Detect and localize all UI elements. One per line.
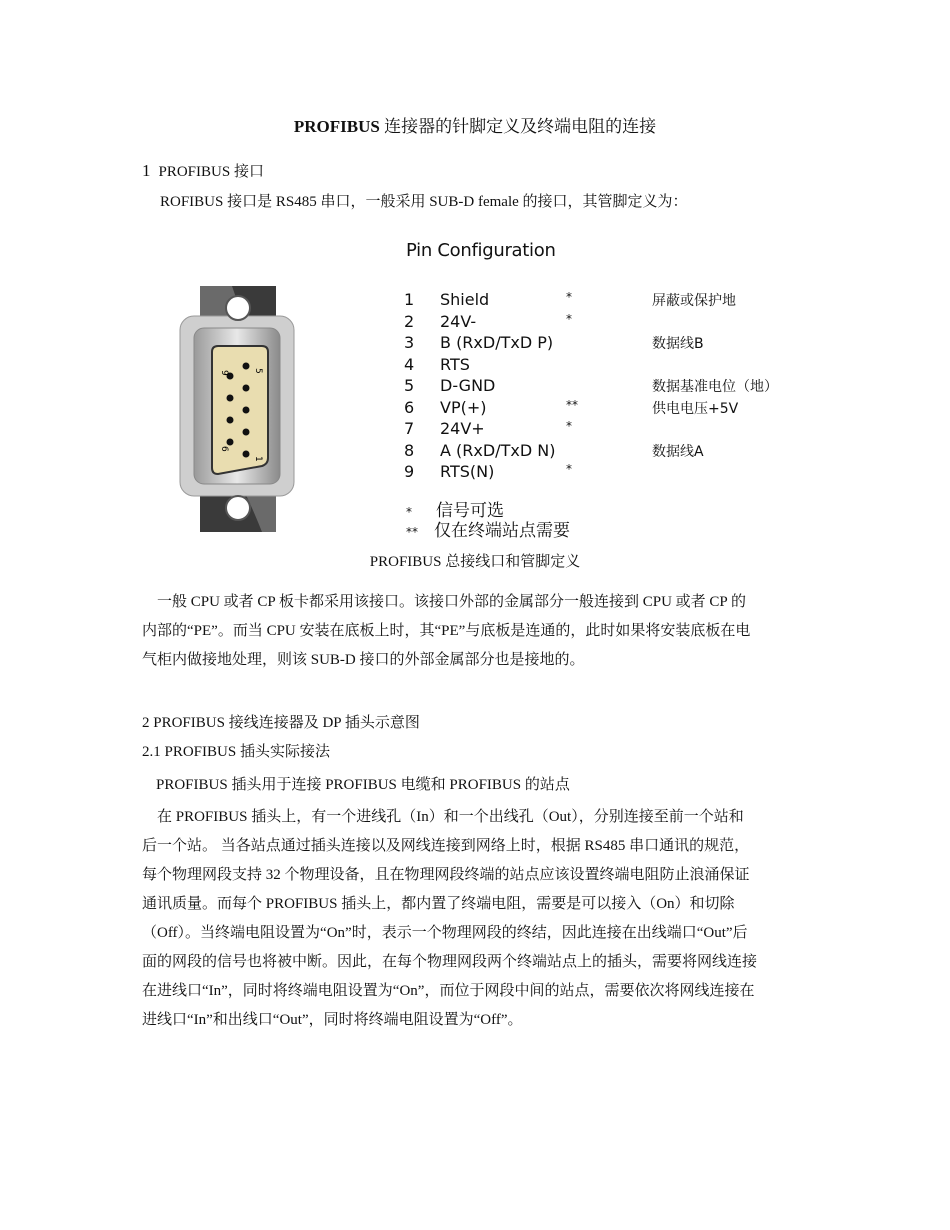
- pin-optional-mark: **: [566, 397, 578, 412]
- pin-note: 屏蔽或保护地: [652, 293, 736, 309]
- pin-signal-name: 24V+: [440, 419, 485, 438]
- pin-socket-body: [212, 346, 268, 474]
- figure-title: Pin Configuration: [406, 240, 556, 261]
- legend-text-terminal: 仅在终端站点需要: [434, 521, 570, 541]
- pin-number: 4: [404, 354, 415, 374]
- pin-signal-name: 24V-: [440, 311, 477, 331]
- pin-number: 9: [404, 462, 415, 481]
- section-1-title: PROFIBUS 接口: [158, 164, 264, 180]
- legend-terminal: [406, 516, 570, 541]
- connector-label-5: 5: [253, 368, 263, 374]
- screw-hole-top: [226, 296, 250, 320]
- pin-optional-mark: *: [566, 419, 572, 433]
- paragraph-termination-line-7: 在进线口“In”，同时将终端电阻设置为“On”，而位于网段中间的站点，需要依次将网线连接在: [142, 983, 755, 999]
- pin-note: 数据线A: [652, 443, 704, 460]
- connector-label-6: 6: [219, 446, 229, 452]
- paragraph-termination-line-5: （Off）。当终端电阻设置为“On”时，表示一个物理网段的终结，因此连接在出线端口“Out”后: [142, 925, 748, 941]
- pin-number: 2: [404, 311, 415, 331]
- connector-label-1: 1: [253, 456, 263, 462]
- pin-signal-name: A (RxD/TxD N): [440, 440, 556, 460]
- paragraph-termination: [142, 803, 757, 1035]
- title-rest: 连接器的针脚定义及终端电阻的连接: [379, 117, 657, 136]
- sub-d-connector-image: [172, 286, 302, 532]
- title-bold: PROFIBUS: [293, 117, 380, 136]
- section-2-heading: 2 PROFIBUS 接线连接器及 DP 插头示意图: [142, 715, 420, 731]
- pin-signal-name: D-GND: [440, 376, 496, 395]
- section-1-number: 1: [142, 161, 151, 180]
- paragraph-plug-purpose: PROFIBUS 插头用于连接 PROFIBUS 电缆和 PROFIBUS 的站点: [156, 777, 570, 793]
- legend-mark-double: **: [406, 525, 418, 539]
- pin-signal-name: VP(+): [440, 397, 487, 417]
- paragraph-termination-line-1: 在 PROFIBUS 插头上，有一个进线孔（In）和一个出线孔（Out），分别连接至前一个站和: [157, 809, 744, 825]
- paragraph-pe: [142, 588, 750, 675]
- pin-optional-mark: *: [566, 290, 572, 304]
- pin-number: 3: [404, 333, 415, 352]
- section-2-1-heading: 2.1 PROFIBUS 插头实际接法: [142, 744, 330, 760]
- document-title: [0, 112, 950, 137]
- paragraph-termination-line-6: 面的网段的信号也将被中断。因此，在每个物理网段两个终端站点上的插头，需要将网线连接: [142, 954, 758, 970]
- pin-signal-name: Shield: [440, 290, 490, 309]
- screw-hole-bottom: [226, 496, 250, 520]
- pin-number: 6: [404, 397, 415, 417]
- pin-signal-name: RTS: [440, 354, 470, 374]
- paragraph-termination-line-8: 进线口“In”和出线口“Out”，同时将终端电阻设置为“Off”。: [142, 1012, 523, 1028]
- pin-optional-mark: *: [566, 311, 572, 326]
- paragraph-pe-line-1: 一般 CPU 或者 CP 板卡都采用该接口。该接口外部的金属部分一般连接到 CPU 或者 CP 的: [157, 594, 746, 610]
- pin-number: 1: [404, 290, 415, 309]
- paragraph-termination-line-3: 每个物理网段支持 32 个物理设备，且在物理网段终端的站点应该设置终端电阻防止浪涌保证: [142, 867, 750, 883]
- section-1-heading: [142, 160, 264, 181]
- paragraph-pe-line-3: 气柜内做接地处理，则该 SUB-D 接口的外部金属部分也是接地的。: [142, 652, 585, 668]
- legend-mark-single: *: [406, 505, 412, 519]
- pin-note: 数据基准电位（地）: [652, 379, 778, 395]
- pin-note: 数据线B: [652, 336, 704, 352]
- paragraph-interface: ROFIBUS 接口是 RS485 串口，一般采用 SUB-D female 的接口，其管脚定义为：: [160, 194, 688, 210]
- paragraph-pe-line-2: 内部的“PE”。而当 CPU 安装在底板上时，其“PE”与底板是连通的，此时如果将安装底板在电: [142, 623, 751, 639]
- legend-text-optional: 信号可选: [436, 501, 504, 521]
- pin-signal-name: B (RxD/TxD P): [440, 333, 554, 352]
- pin-note: 供电电压+5V: [652, 400, 739, 417]
- pin-number: 7: [404, 419, 415, 438]
- pin-signal-name: RTS(N): [440, 462, 495, 481]
- connector-label-9: 9: [219, 370, 229, 376]
- figure-caption: PROFIBUS 总接线口和管脚定义: [369, 554, 581, 570]
- pin-number: 5: [404, 376, 415, 395]
- paragraph-termination-line-2: 后一个站。 当各站点通过插头连接以及网线连接到网络上时，根据 RS485 串口通讯的规范，: [142, 838, 750, 854]
- pin-number: 8: [404, 440, 415, 460]
- paragraph-termination-line-4: 通讯质量。而每个 PROFIBUS 插头上，都内置了终端电阻，需要是可以接入（On）和切除: [142, 896, 735, 912]
- pin-optional-mark: *: [566, 462, 572, 476]
